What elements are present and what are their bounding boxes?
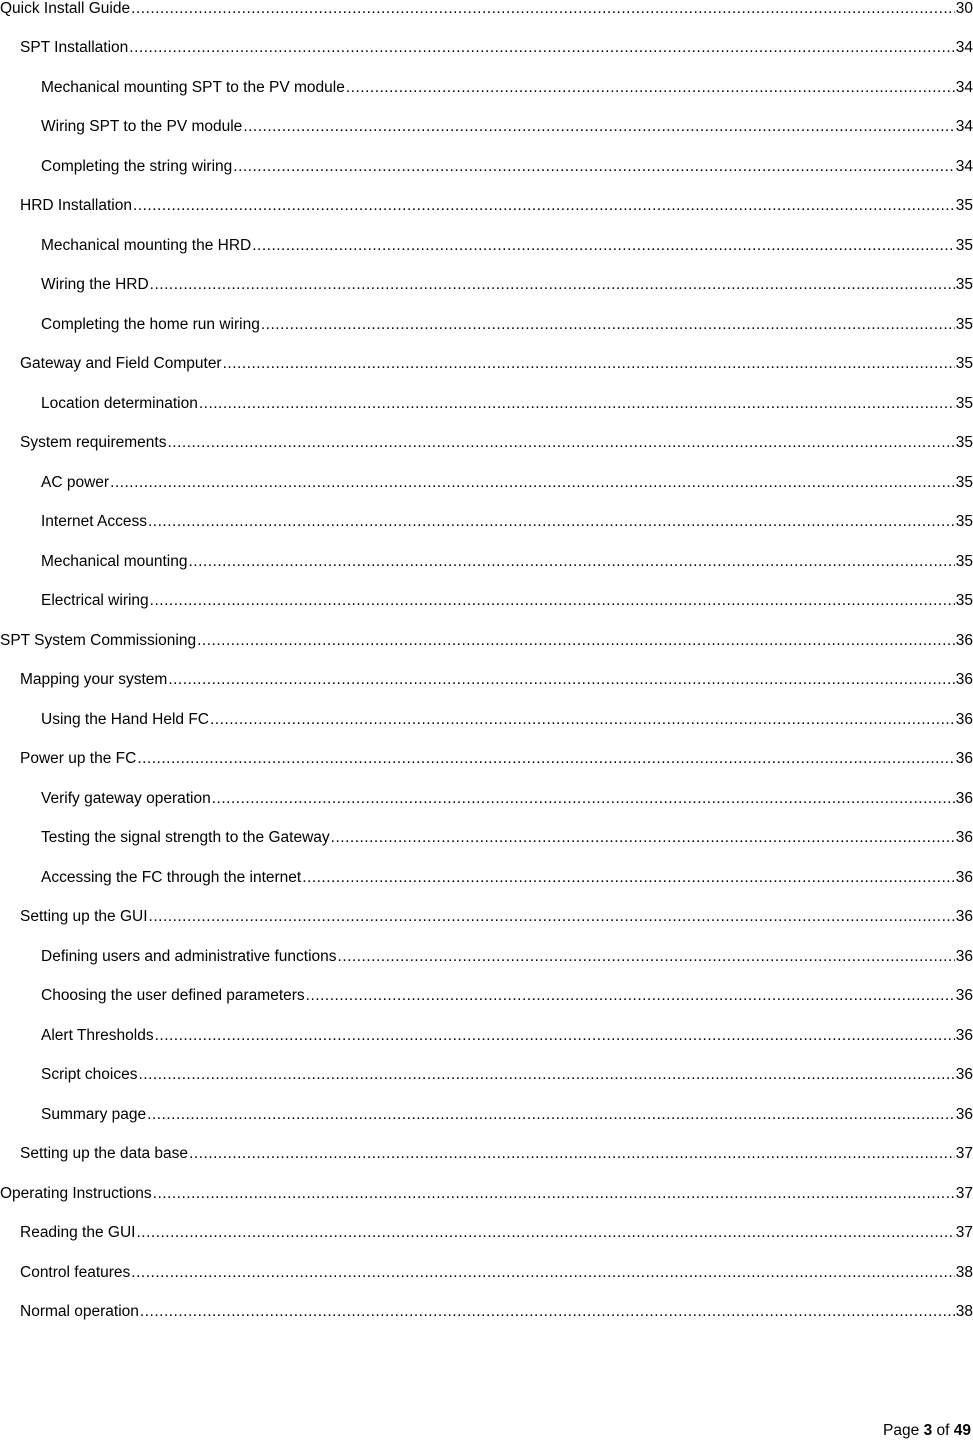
toc-entry-title: Control features [0,1264,131,1282]
footer-page-number: 3 [923,1422,933,1439]
toc-entry[interactable] [0,823,973,847]
toc-entry[interactable] [0,507,973,531]
toc-entry[interactable] [0,586,973,610]
toc-entry-page: 36 [955,1106,973,1123]
toc-entry-page: 38 [955,1303,973,1320]
toc-entry-title: Location determination [0,395,199,413]
toc-entry-title: AC power [0,474,110,492]
toc-entry-page: 34 [955,79,973,96]
toc-entry-leader [261,316,955,334]
toc-entry[interactable] [0,1100,973,1124]
toc-entry-leader [133,197,955,215]
toc-entry[interactable] [0,73,973,97]
toc-entry-page: 35 [955,434,973,451]
toc-entry-leader [188,553,954,571]
toc-entry-title: Mechanical mounting SPT to the PV module [0,79,346,97]
toc-entry-leader [252,237,955,255]
toc-entry-page: 34 [955,158,973,175]
toc-entry-title: Accessing the FC through the internet [0,869,302,887]
toc-entry-title: Setting up the data base [0,1145,189,1163]
toc-entry-leader [210,711,955,729]
toc-entry[interactable] [0,665,973,689]
toc-entry-leader [110,474,955,492]
toc-entry-leader [189,1145,955,1163]
toc-entry-page: 37 [955,1145,973,1162]
toc-entry-page: 36 [955,632,973,649]
toc-entry-leader [212,790,955,808]
toc-entry-leader [346,79,955,97]
toc-entry[interactable] [0,1297,973,1321]
toc-entry[interactable] [0,191,973,215]
footer-of-label: of [936,1422,950,1439]
toc-entry-title: Mechanical mounting the HRD [0,237,252,255]
toc-entry-page: 36 [955,750,973,767]
toc-entry-page: 35 [955,513,973,530]
toc-entry-page: 38 [955,1264,973,1281]
toc-entry-page: 37 [955,1224,973,1241]
toc-entry-page: 36 [955,790,973,807]
toc-entry[interactable] [0,0,973,18]
toc-entry[interactable] [0,33,973,57]
toc-entry-page: 35 [955,474,973,491]
toc-entry-leader [137,750,954,768]
toc-entry-title: Summary page [0,1106,147,1124]
toc-entry-title: Power up the FC [0,750,137,768]
toc-entry-title: System requirements [0,434,167,452]
toc-entry-title: Completing the string wiring [0,158,233,176]
toc-entry-page: 36 [955,987,973,1004]
toc-entry[interactable] [0,468,973,492]
toc-entry-title: Mechanical mounting [0,553,188,571]
toc-entry-leader [136,1224,954,1242]
toc-entry-title: HRD Installation [0,197,133,215]
toc-entry[interactable] [0,1021,973,1045]
toc-entry-title: SPT Installation [0,39,129,57]
toc-entry[interactable] [0,626,973,650]
toc-entry-title: Quick Install Guide [0,0,131,17]
toc-entry-leader [331,829,955,847]
toc-entry[interactable] [0,942,973,966]
toc-entry-leader [306,987,955,1005]
toc-entry-title: Operating Instructions [0,1185,152,1202]
toc-entry[interactable] [0,863,973,887]
toc-entry[interactable] [0,231,973,255]
toc-entry-title: Choosing the user defined parameters [0,987,306,1005]
toc-entry-title: Internet Access [0,513,148,531]
toc-entry-title: Testing the signal strength to the Gateway [0,829,331,847]
toc-entry-page: 34 [955,39,973,56]
toc-entry-leader [302,869,955,887]
toc-entry-page: 30 [955,0,973,17]
toc-entry-title: Defining users and administrative functions [0,948,338,966]
toc-entry-title: Reading the GUI [0,1224,136,1242]
toc-entry[interactable] [0,547,973,571]
toc-entry-leader [129,39,954,57]
toc-entry[interactable] [0,744,973,768]
toc-entry-leader [150,592,955,610]
toc-entry-page: 35 [955,316,973,333]
toc-entry-page: 36 [955,1027,973,1044]
toc-entry-title: Wiring the HRD [0,276,150,294]
toc-entry-leader [167,434,954,452]
toc-entry-page: 35 [955,592,973,609]
toc-entry-page: 37 [955,1185,973,1202]
toc-entry-leader [233,158,954,176]
toc-entry-page: 35 [955,553,973,570]
toc-entry[interactable] [0,349,973,373]
toc-entry-title: Alert Thresholds [0,1027,155,1045]
toc-entry-leader [168,671,954,689]
toc-entry[interactable] [0,784,973,808]
toc-entry-title: Mapping your system [0,671,168,689]
toc-entry-page: 36 [955,869,973,886]
toc-entry[interactable] [0,705,973,729]
toc-entry[interactable] [0,428,973,452]
toc-entry-leader [197,632,955,650]
toc-entry[interactable] [0,902,973,926]
toc-entry-leader [148,513,955,531]
toc-entry[interactable] [0,112,973,136]
toc-entry-page: 35 [955,237,973,254]
toc-entry[interactable] [0,310,973,334]
toc-entry-title: SPT System Commissioning [0,632,197,649]
toc-entry-page: 34 [955,118,973,135]
footer-page-label: Page [883,1422,920,1439]
toc-entry-title: Script choices [0,1066,138,1084]
toc-entry-title: Electrical wiring [0,592,150,610]
toc-entry-page: 35 [955,395,973,412]
toc-entry-title: Setting up the GUI [0,908,149,926]
toc-entry-page: 36 [955,908,973,925]
toc-entry[interactable] [0,389,973,413]
toc-entry[interactable] [0,1218,973,1242]
toc-entry-page: 36 [955,829,973,846]
toc-entry-leader [338,948,955,966]
toc-entry-leader [131,1264,954,1282]
toc-entry-leader [131,0,955,18]
toc-entry[interactable] [0,1139,973,1163]
toc-entry[interactable] [0,981,973,1005]
toc-entry-leader [140,1303,955,1321]
toc-entry[interactable] [0,270,973,294]
toc-entry-title: Wiring SPT to the PV module [0,118,243,136]
toc-entry-page: 35 [955,355,973,372]
toc-entry-leader [147,1106,955,1124]
toc-entry[interactable] [0,1179,973,1203]
toc-entry-leader [138,1066,954,1084]
toc-entry-page: 35 [955,197,973,214]
toc-entry-leader [153,1185,955,1203]
toc-entry-page: 36 [955,671,973,688]
toc-entry-leader [155,1027,955,1045]
toc-entry-title: Gateway and Field Computer [0,355,223,373]
toc-entry-title: Using the Hand Held FC [0,711,210,729]
toc-entry-leader [223,355,955,373]
toc-entry[interactable] [0,1258,973,1282]
toc-entry-leader [150,276,955,294]
page-footer [883,1422,971,1440]
toc-entry-title: Normal operation [0,1303,140,1321]
toc-entry[interactable] [0,152,973,176]
toc-entry[interactable] [0,1060,973,1084]
toc-entry-leader [149,908,955,926]
toc-entry-leader [243,118,954,136]
toc-entry-page: 36 [955,1066,973,1083]
toc-entry-page: 36 [955,711,973,728]
toc-entry-title: Completing the home run wiring [0,316,261,334]
toc-entry-page: 35 [955,276,973,293]
toc-entry-leader [199,395,955,413]
toc-entry-page: 36 [955,948,973,965]
toc-entry-title: Verify gateway operation [0,790,212,808]
footer-total-pages: 49 [953,1422,971,1439]
